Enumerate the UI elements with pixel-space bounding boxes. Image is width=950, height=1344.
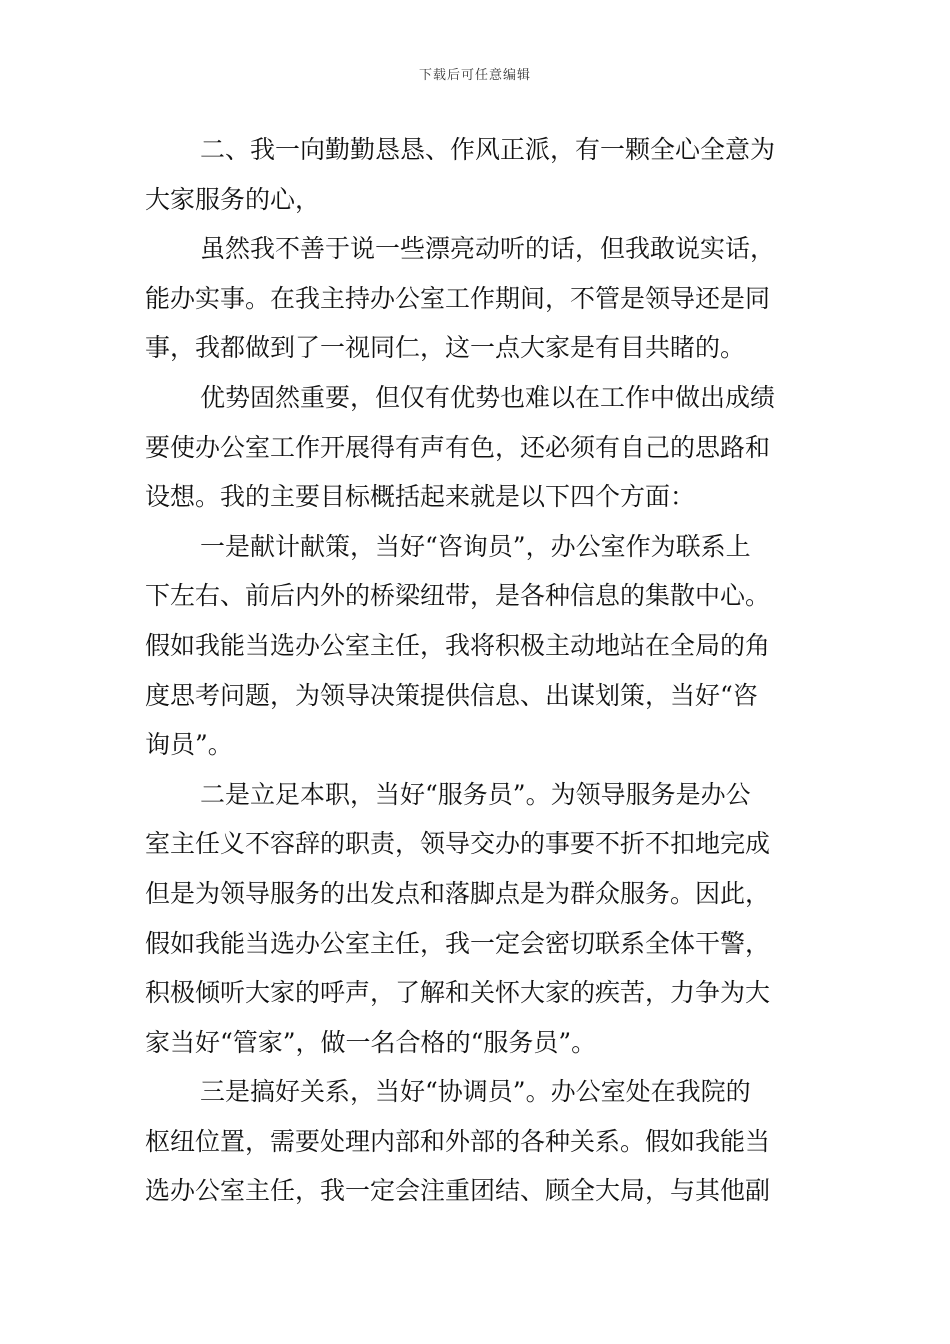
text-line: 要使办公室工作开展得有声有色，还必须有自己的思路和 xyxy=(145,432,771,462)
text-line: 家当好“管家”，做一名合格的“服务员”。 xyxy=(145,1027,597,1057)
text-line: 事，我都做到了一视同仁，这一点大家是有目共睹的。 xyxy=(145,333,746,363)
text-line: 二是立足本职，当好“服务员”。为领导服务是办公 xyxy=(200,779,751,809)
page-header: 下载后可任意编辑 xyxy=(418,68,531,83)
text-line: 虽然我不善于说一些漂亮动听的话，但我敢说实话， xyxy=(200,234,776,264)
document-body xyxy=(145,125,807,1216)
text-line: 选办公室主任，我一定会注重团结、顾全大局，与其他副 xyxy=(145,1176,771,1206)
text-line: 积极倾听大家的呼声，了解和关怀大家的疾苦，力争为大 xyxy=(145,978,771,1008)
text-line: 度思考问题，为领导决策提供信息、出谋划策，当好“咨 xyxy=(145,680,758,710)
text-line: 枢纽位置，需要处理内部和外部的各种关系。假如我能当 xyxy=(145,1126,771,1156)
text-line: 大家服务的心， xyxy=(145,184,321,214)
text-line: 下左右、前后内外的桥梁纽带，是各种信息的集散中心。 xyxy=(145,581,771,611)
text-line: 设想。我的主要目标概括起来就是以下四个方面： xyxy=(145,482,696,512)
text-line: 一是献计献策，当好“咨询员”，办公室作为联系上 xyxy=(200,531,751,561)
text-line: 优势固然重要，但仅有优势也难以在工作中做出成绩 xyxy=(200,382,776,412)
text-line: 三是搞好关系，当好“协调员”。办公室处在我院的 xyxy=(200,1077,751,1107)
text-line: 室主任义不容辞的职责，领导交办的事要不折不扣地完成 xyxy=(145,829,771,859)
text-line: 假如我能当选办公室主任，我将积极主动地站在全局的角 xyxy=(145,630,771,660)
text-line: 询员”。 xyxy=(145,730,233,760)
text-line: 假如我能当选办公室主任，我一定会密切联系全体干警， xyxy=(145,928,771,958)
text-line: 但是为领导服务的出发点和落脚点是为群众服务。因此， xyxy=(145,878,771,908)
text-line: 二、我一向勤勤恳恳、作风正派，有一颗全心全意为 xyxy=(200,135,776,164)
text-line: 能办实事。在我主持办公室工作期间，不管是领导还是同 xyxy=(145,283,771,313)
